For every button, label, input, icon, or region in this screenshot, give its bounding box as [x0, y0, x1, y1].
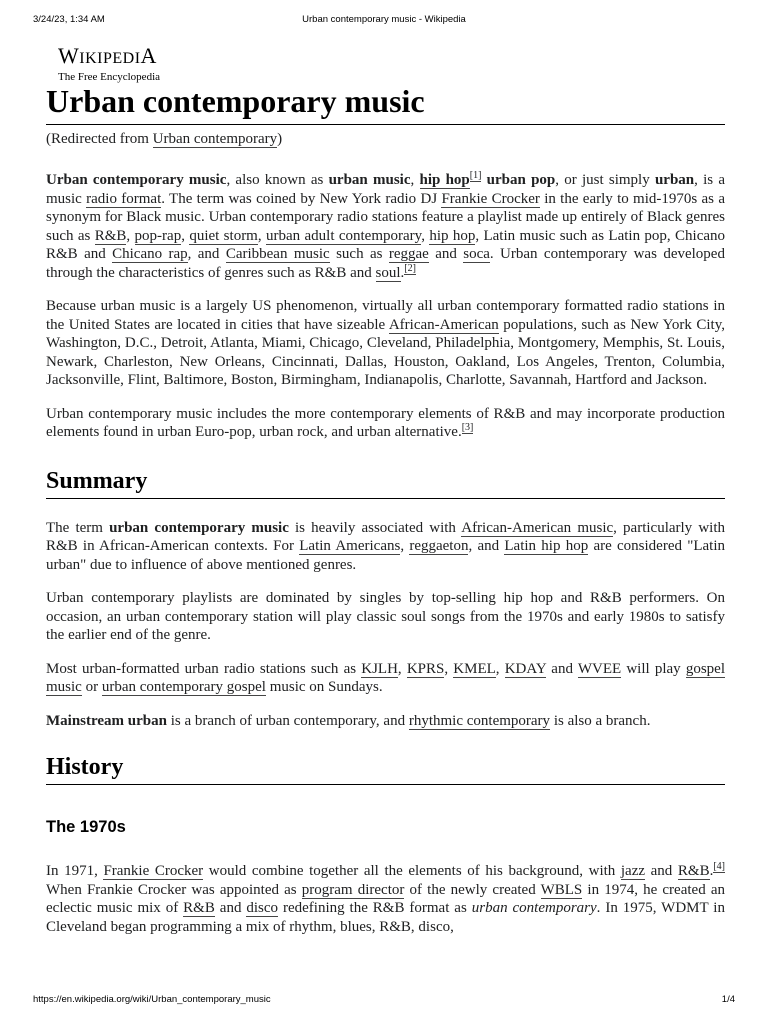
- redirect-suffix: ): [277, 131, 283, 147]
- link-rhythmic-contemporary[interactable]: rhythmic contemporary: [408, 712, 551, 729]
- text: Most urban-formatted urban radio stations such as: [46, 660, 362, 677]
- bold-term: urban contemporary music: [109, 519, 289, 536]
- wordmark-ikipedi: IKIPEDI: [79, 50, 141, 67]
- text: ,: [444, 660, 454, 677]
- text: .: [709, 863, 714, 879]
- text: When Frankie Crocker was appointed as: [46, 881, 302, 898]
- text: Because urban music is a largely US phenomenon, virtually all urban contemporary formatted radio stations in the United States are located in cities that have sizeable: [46, 298, 725, 333]
- bold-term: urban: [654, 172, 695, 188]
- link-kday[interactable]: KDAY: [504, 660, 547, 677]
- subsection-heading-1970s: The 1970s: [46, 818, 126, 836]
- link-african-american[interactable]: African-American: [388, 316, 499, 333]
- text: ,: [126, 227, 135, 244]
- text: would combine together all the elements of his background, with: [203, 863, 621, 879]
- link-frankie-crocker[interactable]: Frankie Crocker: [441, 190, 540, 207]
- page-title: Urban contemporary music: [46, 80, 725, 125]
- print-datetime: 3/24/23, 1:34 AM: [33, 14, 105, 25]
- link-reggae[interactable]: reggae: [388, 246, 429, 262]
- intro-paragraph-2: [46, 297, 725, 390]
- text: populations, such as New York City, Washington, D.C., Detroit, Atlanta, Miami, Chicago, Cleveland, Philadelphia, Montgomery, Memphis, St. Louis, Newark, Charleston, New Orleans, Cincinnati, Dallas, Houston, Oakland, Los Angeles, Trenton, Columbia, Jacksonville, Flint, Baltimore, Boston, Birmingham, Indianapolis, Charlotte, Savannah, Hartford and Jackson.: [46, 316, 725, 388]
- text: ,: [397, 660, 407, 677]
- text: is also a branch.: [550, 712, 651, 729]
- redirect-prefix: (Redirected from: [46, 131, 153, 147]
- text: such as: [329, 246, 389, 262]
- link-disco[interactable]: disco: [246, 900, 279, 916]
- wordmark-a: A: [140, 43, 157, 68]
- wikipedia-tagline: The Free Encyclopedia: [58, 71, 161, 83]
- text: redefining the R&B format as: [278, 900, 472, 916]
- text: , or just simply: [555, 172, 655, 188]
- link-kjlh[interactable]: KJLH: [361, 660, 398, 677]
- link-wbls[interactable]: WBLS: [540, 881, 583, 898]
- text: ,: [410, 172, 420, 188]
- link-hip-hop-bold[interactable]: hip hop: [419, 172, 470, 188]
- link-hip-hop[interactable]: hip hop: [429, 227, 476, 244]
- summary-paragraph-1: [46, 519, 725, 575]
- link-urban-adult-contemporary[interactable]: urban adult contemporary: [265, 227, 422, 244]
- link-pop-rap[interactable]: pop-rap: [134, 227, 182, 244]
- link-program-director[interactable]: program director: [301, 881, 405, 898]
- link-chicano-rap[interactable]: Chicano rap: [112, 246, 188, 262]
- text: in the early to mid-1970s as a synonym for Black music. Urban contemporary radio stations feature a playlist made up entirely of Black genres such as: [46, 190, 725, 244]
- intro-paragraph-3: [46, 405, 725, 442]
- summary-paragraph-2: Urban contemporary playlists are dominated by singles by top-selling hip hop and R&B performers. On occasion, an urban contemporary station will play classic soul songs from the 1970s and early 1980s to satisfy the earlier end of the genre.: [46, 590, 725, 643]
- text: , and: [187, 246, 226, 262]
- text: ,: [421, 227, 430, 244]
- text: In 1971,: [46, 863, 104, 879]
- text: music on Sundays.: [265, 679, 383, 695]
- print-header: [33, 14, 735, 30]
- text: in 1974, he created an eclectic music mix of: [46, 881, 725, 916]
- text: Urban contemporary music includes the more contemporary elements of R&B and may incorporate production elements found in urban Euro-pop, urban rock, and urban alternative.: [46, 405, 725, 440]
- text: and: [645, 863, 678, 879]
- link-wvee[interactable]: WVEE: [577, 660, 622, 677]
- text: or: [81, 679, 102, 695]
- print-page-title: Urban contemporary music - Wikipedia: [302, 14, 466, 25]
- redirect-notice: [46, 129, 725, 149]
- link-kmel[interactable]: KMEL: [453, 660, 496, 677]
- history-paragraph-1: [46, 862, 725, 936]
- link-african-american-music[interactable]: African-American music: [461, 519, 614, 536]
- summary-paragraph-4: [46, 712, 725, 731]
- link-latin-americans[interactable]: Latin Americans: [299, 538, 401, 554]
- text: is a branch of urban contemporary, and: [166, 712, 409, 729]
- link-rnb[interactable]: R&B: [94, 227, 127, 244]
- text: will play: [621, 660, 686, 677]
- text: , also known as: [226, 172, 329, 188]
- link-rnb[interactable]: R&B: [677, 863, 710, 879]
- article-content: [46, 80, 725, 936]
- text: .: [400, 264, 405, 281]
- link-gospel-music[interactable]: gospel music: [46, 660, 725, 695]
- link-soca[interactable]: soca: [463, 246, 490, 262]
- citation-3[interactable]: [3]: [461, 422, 474, 433]
- link-rnb[interactable]: R&B: [183, 900, 215, 916]
- print-footer: [33, 994, 735, 1010]
- intro-paragraph-1: [46, 171, 725, 282]
- text: are considered "Latin urban" due to influence of above mentioned genres.: [46, 538, 726, 573]
- print-page-number: 1/4: [721, 994, 735, 1005]
- citation-4[interactable]: [4]: [713, 861, 725, 872]
- citation-2[interactable]: [2]: [404, 262, 416, 274]
- print-url: https://en.wikipedia.org/wiki/Urban_contemporary_music: [33, 994, 271, 1005]
- text: . Urban contemporary was developed through the characteristics of genres such as R&B and: [46, 246, 725, 281]
- text: ,: [400, 538, 410, 554]
- wikipedia-logo[interactable]: [58, 44, 160, 83]
- text: , Latin music such as Latin pop, Chicano R&B and: [46, 227, 726, 262]
- text: ,: [181, 227, 190, 244]
- link-latin-hip-hop[interactable]: Latin hip hop: [504, 538, 589, 554]
- bold-term: Urban contemporary music: [46, 172, 227, 188]
- link-reggaeton[interactable]: reggaeton: [409, 538, 469, 554]
- link-frankie-crocker[interactable]: Frankie Crocker: [103, 863, 204, 879]
- italic-term: urban contemporary: [471, 900, 597, 916]
- text: and: [428, 246, 464, 262]
- link-caribbean-music[interactable]: Caribbean music: [225, 246, 330, 262]
- link-kprs[interactable]: KPRS: [406, 660, 445, 677]
- bold-term: Mainstream urban: [46, 712, 167, 729]
- text: , and: [468, 538, 505, 554]
- text: is heavily associated with: [288, 519, 462, 536]
- link-radio-format[interactable]: radio format: [86, 190, 162, 207]
- link-soul[interactable]: soul: [375, 264, 401, 281]
- section-heading-summary: Summary: [46, 466, 725, 499]
- wordmark-w: W: [58, 43, 80, 68]
- text: . In 1975, WDMT in Cleveland began programming a mix of rhythm, blues, R&B, disco,: [46, 900, 725, 935]
- bold-term: urban pop: [486, 172, 556, 188]
- text: , particularly with R&B in African-American contexts. For: [46, 519, 725, 554]
- section-heading-history: History: [46, 752, 725, 785]
- text: , is a music: [46, 172, 726, 207]
- redirect-link[interactable]: Urban contemporary: [152, 131, 278, 147]
- link-jazz[interactable]: jazz: [620, 863, 646, 879]
- text: and: [214, 900, 247, 916]
- wikipedia-wordmark: [58, 44, 160, 71]
- link-quiet-storm[interactable]: quiet storm: [189, 227, 258, 244]
- bold-term: urban music: [328, 172, 411, 188]
- citation-1[interactable]: [1]: [469, 170, 482, 181]
- text: ,: [495, 660, 505, 677]
- text: The term: [46, 519, 110, 536]
- text: ,: [257, 227, 266, 244]
- summary-paragraph-3: [46, 660, 725, 697]
- text: and: [546, 660, 578, 677]
- text: . The term was coined by New York radio DJ: [161, 190, 442, 207]
- text: of the newly created: [404, 881, 541, 898]
- link-urban-contemporary-gospel[interactable]: urban contemporary gospel: [101, 679, 266, 695]
